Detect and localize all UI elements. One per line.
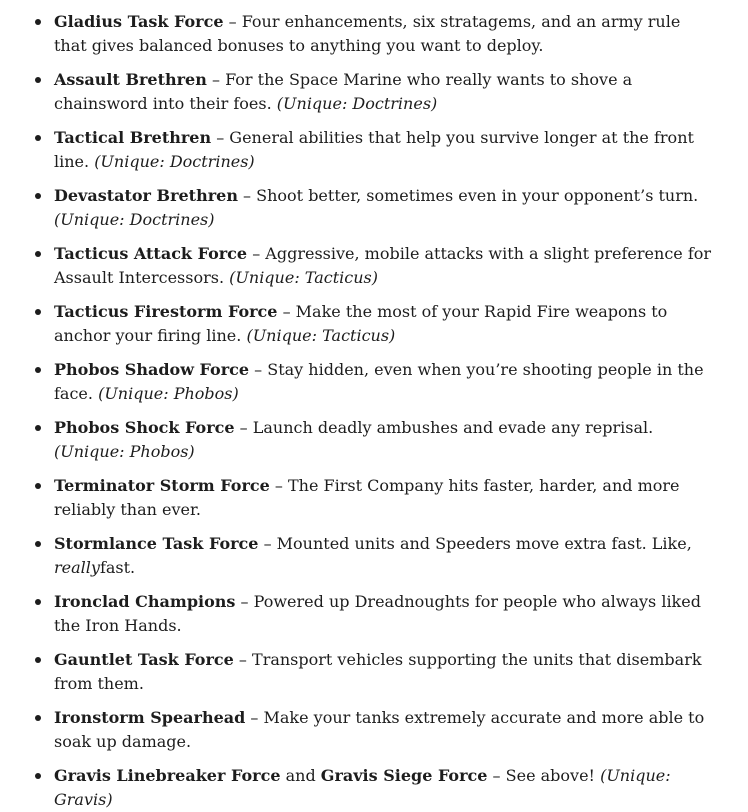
item-name: Ironclad Champions [54,592,236,611]
item-desc: Powered up Dreadnoughts for people who always liked the Iron Hands. [54,592,701,635]
list-item [0,184,748,232]
item-desc: The First Company hits faster, harder, and more reliably than ever. [54,476,680,519]
bullet-icon [35,773,41,779]
list-item [0,242,748,290]
dash: – [211,70,220,89]
list-item [0,300,748,348]
item-name: Stormlance Task Force [54,534,259,553]
dash: – [274,476,283,495]
bullet-icon [35,193,41,199]
dash: – [252,244,261,263]
bullet-icon [35,483,41,489]
item-name: Tacticus Attack Force [54,244,248,263]
item-name: Tactical Brethren [54,128,212,147]
item-name: Ironstorm Spearhead [54,708,246,727]
bullet-icon [35,251,41,257]
item-unique: (Unique: Phobos) [54,442,195,461]
bullet-icon [35,367,41,373]
item-unique: (Unique: Gravis) [54,766,671,809]
item-name: Tacticus Firestorm Force [54,302,278,321]
list-item [0,10,748,58]
dash: – [250,708,259,727]
list-item [0,358,748,406]
item-desc: Mounted units and Speeders move extra fast. Like, [276,534,692,553]
item-unique: (Unique: Tacticus) [229,268,378,287]
item-desc-end: fast. [99,558,136,577]
item-name: Gravis Linebreaker Force [54,766,281,785]
item-name: Devastator Brethren [54,186,238,205]
dash: – [263,534,272,553]
item-name: Phobos Shadow Force [54,360,250,379]
dash: – [243,186,252,205]
dash: – [228,12,237,31]
list-item [0,532,748,580]
bullet-icon [35,657,41,663]
bullet-icon [35,599,41,605]
bullet-icon [35,425,41,431]
bullet-icon [35,715,41,721]
dash: – [492,766,501,785]
item-desc: Four enhancements, six stratagems, and an army rule that gives balanced bonuses to anything you want to deploy. [54,12,681,55]
bullet-icon [35,541,41,547]
list-item [0,764,748,812]
list-item [0,474,748,522]
item-name: Gladius Task Force [54,12,224,31]
item-desc: For the Space Marine who really wants to shove a chainsword into their foes. [54,70,633,113]
item-desc: Stay hidden, even when you’re shooting people in the face. [54,360,704,403]
list-item [0,706,748,754]
bullet-icon [35,77,41,83]
bullet-icon [35,309,41,315]
list-item [0,126,748,174]
dash: – [238,650,247,669]
item-unique: (Unique: Doctrines) [276,94,438,113]
item-desc: Make your tanks extremely accurate and more able to soak up damage. [54,708,705,751]
list-item [0,590,748,638]
dash: – [282,302,291,321]
item-desc: Aggressive, mobile attacks with a slight preference for Assault Intercessors. [54,244,712,287]
dash: – [240,592,249,611]
item-unique: (Unique: Doctrines) [54,210,215,229]
item-name: Phobos Shock Force [54,418,235,437]
list-item [0,68,748,116]
item-unique: (Unique: Tacticus) [246,326,396,345]
bullet-icon [35,135,41,141]
item-joiner: and [285,766,316,785]
item-unique: (Unique: Doctrines) [94,152,255,171]
item-desc: Launch deadly ambushes and evade any reprisal. [252,418,654,437]
item-name-2: Gravis Siege Force [320,766,488,785]
item-desc-emphasis: really [54,558,100,577]
dash: – [239,418,248,437]
item-name: Terminator Storm Force [54,476,270,495]
item-desc: Shoot better, sometimes even in your opponent’s turn. [256,186,699,205]
item-desc: General abilities that help you survive longer at the front line. [54,128,694,171]
item-desc: Make the most of your Rapid Fire weapons to anchor your firing line. [54,302,668,345]
list-item [0,648,748,696]
bullet-icon [35,19,41,25]
dash: – [216,128,225,147]
item-desc: See above! [505,766,595,785]
dash: – [254,360,263,379]
item-name: Gauntlet Task Force [54,650,234,669]
item-desc: Transport vehicles supporting the units that disembark from them. [54,650,702,693]
item-unique: (Unique: Phobos) [98,384,239,403]
list-item [0,416,748,464]
item-name: Assault Brethren [54,70,207,89]
